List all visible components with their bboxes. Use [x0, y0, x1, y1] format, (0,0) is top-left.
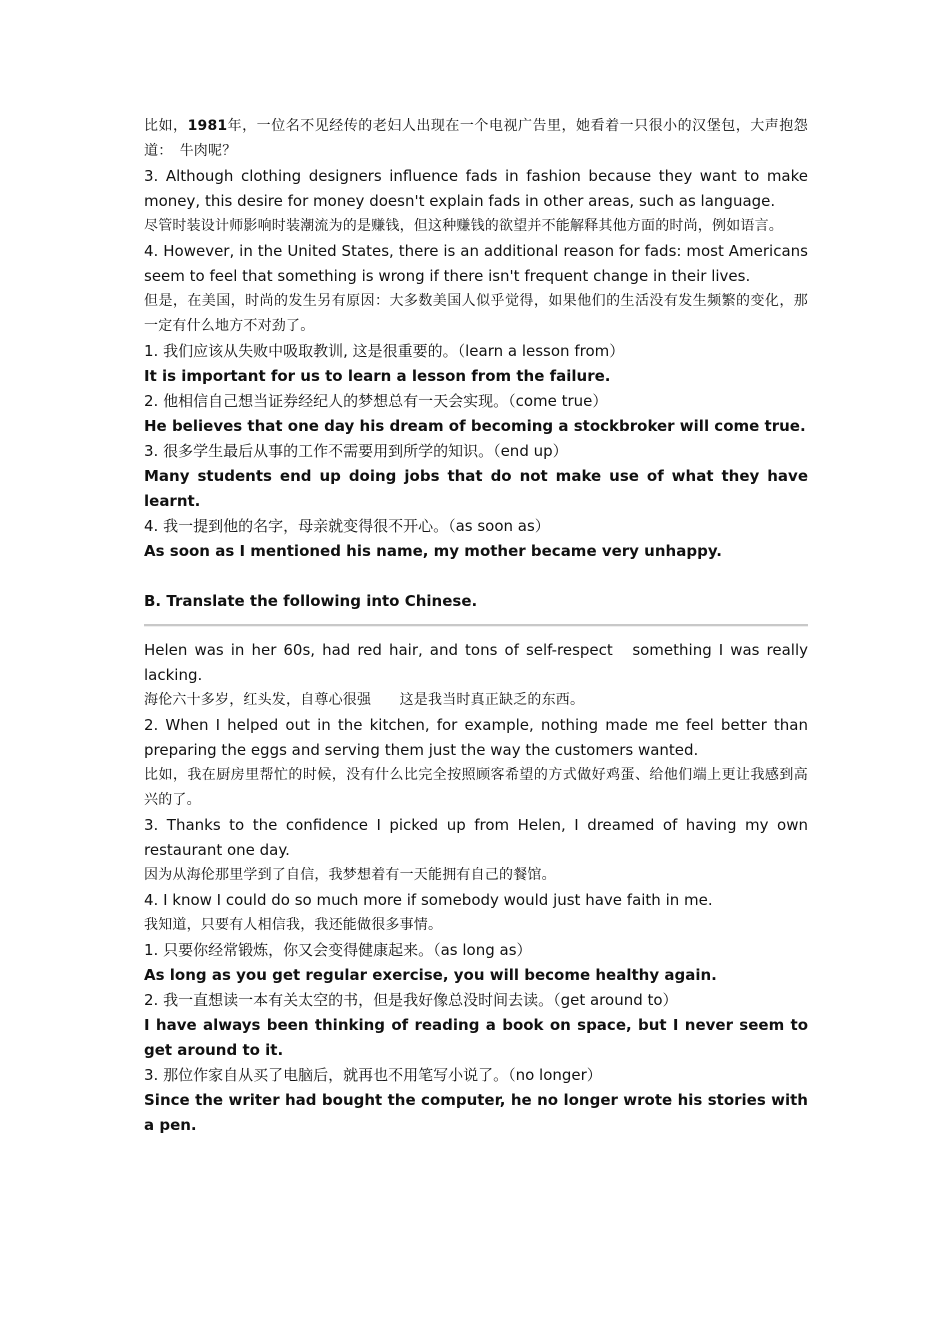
b-sentence-1-cn: 海伦六十多岁，红头发，自尊心很强 这是我当时真正缺乏的东西。 [144, 692, 585, 708]
b-translation-1-question: 1. 只要你经常锻炼，你又会变得健康起来。（as long as） [144, 941, 532, 959]
b-translation-2-question: 2. 我一直想读一本有关太空的书，但是我好像总没时间去读。（get around to） [144, 991, 678, 1009]
intro-pre: 比如， [144, 118, 188, 134]
a-sentence-3-en: 3. Although clothing designers influence fads in fashion because they want to make money, this desire for money doesn't explain fads in other areas, such as language. [144, 167, 808, 210]
intro-paragraph [144, 114, 808, 164]
b-sentence-3-cn: 因为从海伦那里学到了自信，我梦想着有一天能拥有自己的餐馆。 [144, 867, 556, 883]
b-translation-1-answer: As long as you get regular exercise, you will become healthy again. [144, 966, 717, 984]
a-sentence-4-en: 4. However, in the United States, there is an additional reason for fads: most Americans seem to feel that something is wrong if there isn't frequent change in their lives. [144, 242, 808, 285]
a-translation-1-answer: It is important for us to learn a lesson from the failure. [144, 367, 611, 385]
b-sentence-2-en: 2. When I helped out in the kitchen, for example, nothing made me feel better than preparing the eggs and serving them just the way the customers wanted. [144, 716, 808, 759]
intro-year: 1981 [187, 118, 228, 134]
a-translation-3-question: 3. 很多学生最后从事的工作不需要用到所学的知识。（end up） [144, 442, 568, 460]
b-translation-3-answer: Since the writer had bought the computer, he no longer wrote his stories with a pen. [144, 1091, 808, 1134]
a-translation-3-answer: Many students end up doing jobs that do not make use of what they have learnt. [144, 467, 808, 510]
spacer [144, 564, 808, 589]
a-sentence-4-cn: 但是，在美国，时尚的发生另有原因：大多数美国人似乎觉得，如果他们的生活没有发生频繁的变化，那一定有什么地方不对劲了。 [144, 293, 808, 334]
a-sentence-3-cn: 尽管时装设计师影响时装潮流为的是赚钱，但这种赚钱的欲望并不能解释其他方面的时尚，例如语言。 [144, 218, 783, 234]
a-translation-4-answer: As soon as I mentioned his name, my mother became very unhappy. [144, 542, 722, 560]
divider [144, 624, 808, 627]
section-b-heading: B. Translate the following into Chinese. [144, 592, 478, 610]
b-translation-3-question: 3. 那位作家自从买了电脑后，就再也不用笔写小说了。（no longer） [144, 1066, 602, 1084]
b-sentence-2-cn: 比如，我在厨房里帮忙的时候，没有什么比完全按照顾客希望的方式做好鸡蛋、给他们端上更让我感到高兴的了。 [144, 767, 808, 808]
b-sentence-4-en: 4. I know I could do so much more if somebody would just have faith in me. [144, 891, 713, 909]
b-translation-2-answer: I have always been thinking of reading a book on space, but I never seem to get around to it. [144, 1016, 808, 1059]
b-sentence-3-en: 3. Thanks to the confidence I picked up from Helen, I dreamed of having my own restaurant one day. [144, 816, 808, 859]
a-translation-2-answer: He believes that one day his dream of becoming a stockbroker will come true. [144, 417, 806, 435]
intro-post: 年，一位名不见经传的老妇人出现在一个电视广告里，她看着一只很小的汉堡包，大声抱怨道： 牛肉呢？ [144, 118, 808, 159]
a-translation-4-question: 4. 我一提到他的名字，母亲就变得很不开心。（as soon as） [144, 517, 550, 535]
b-sentence-4-cn: 我知道，只要有人相信我，我还能做很多事情。 [144, 917, 443, 933]
a-translation-2-question: 2. 他相信自己想当证券经纪人的梦想总有一天会实现。（come true） [144, 392, 608, 410]
b-sentence-1-en: Helen was in her 60s, had red hair, and tons of self-respect something I was really lacking. [144, 641, 808, 684]
document-page [144, 114, 808, 1138]
a-translation-1-question: 1. 我们应该从失败中吸取教训, 这是很重要的。（learn a lesson from） [144, 342, 625, 360]
